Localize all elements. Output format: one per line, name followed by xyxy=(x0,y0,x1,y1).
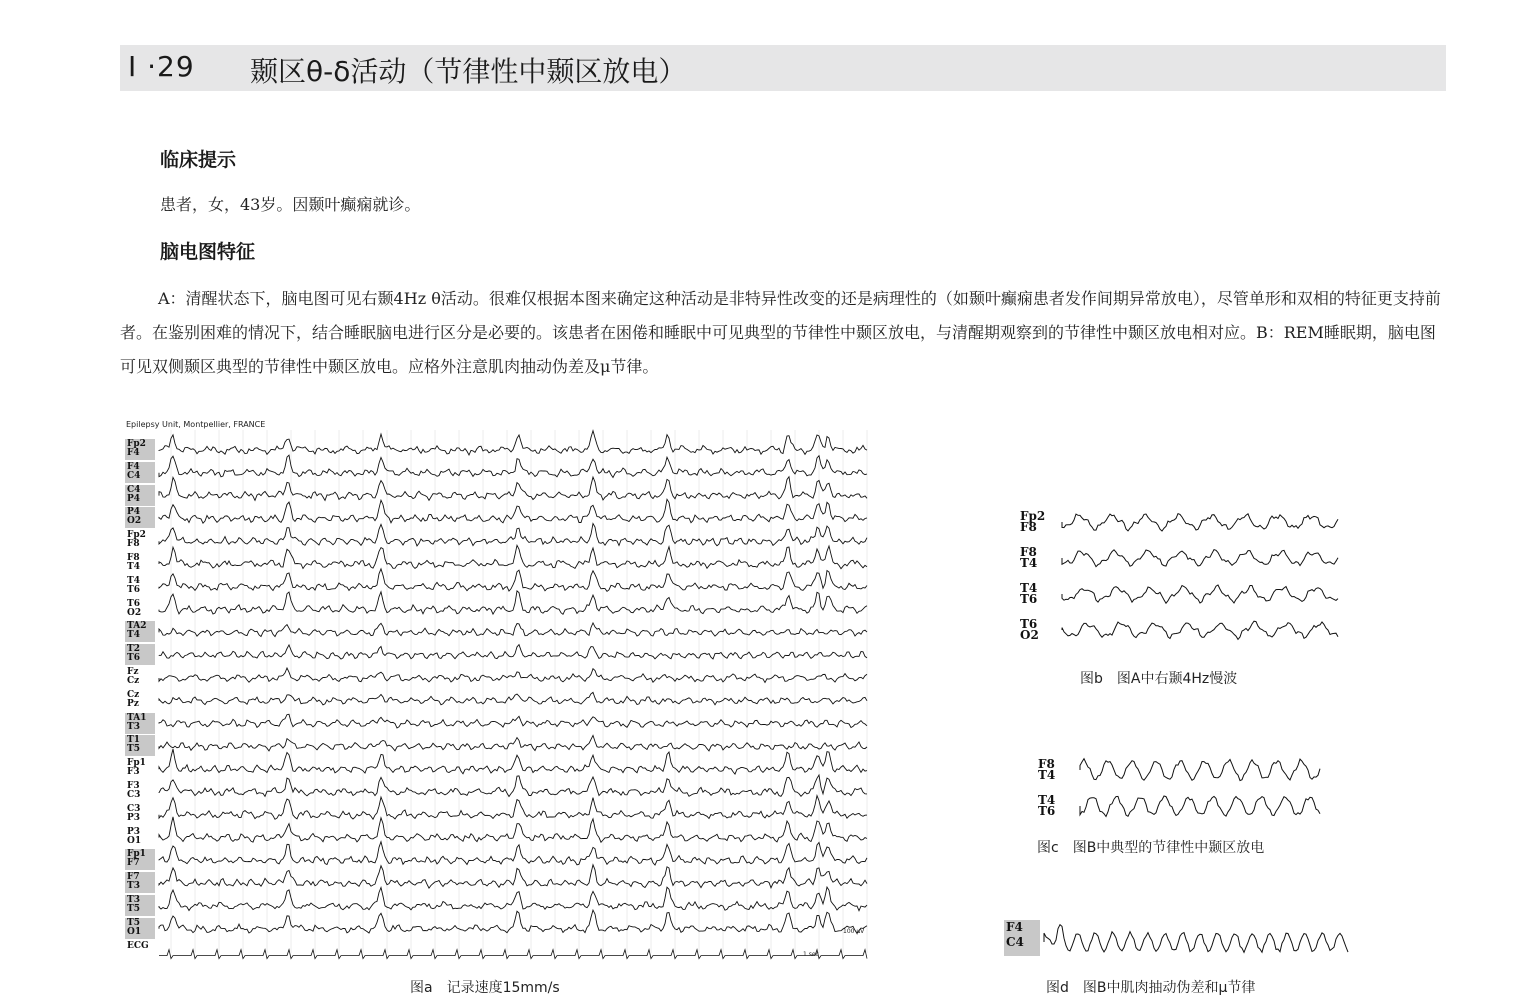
channel-label: Pz xyxy=(127,698,139,709)
eeg-trace xyxy=(159,950,867,959)
eeg-trace xyxy=(159,455,867,477)
eeg-trace xyxy=(159,796,867,820)
eeg-trace xyxy=(1062,585,1338,603)
channel-label: T6 xyxy=(127,653,140,664)
channel-label: F4 xyxy=(127,448,140,458)
channel-label: O1 xyxy=(127,926,142,937)
eeg-trace xyxy=(159,569,867,592)
channel-label: T6 xyxy=(127,598,140,609)
scale-amplitude: 100 μV xyxy=(843,928,865,935)
channel-label: TA1 xyxy=(127,712,147,723)
channel-label: C4 xyxy=(127,470,141,481)
eeg-description: A：清醒状态下，脑电图可见右颞4Hz θ活动。很难仅根据本图来确定这种活动是非特异性改变的还是病理性的（如颞叶癫痫患者发作间期异常放电），尽管单形和双相的特征更支持前者。在鉴别困难的情况下，结合睡眠脑电进行区分是必要的。该患者在困倦和睡眠中可见典型的节律性中颞区放电，与清醒期观察到的节律性中颞区放电相对应。B：REM睡眠期，脑电图可见双侧颞区典型的节律性中颞区放电。应格外注意肌肉抽动伪差及μ节律。 xyxy=(120,289,1441,376)
channel-label: O2 xyxy=(127,516,142,527)
channel-label: F8 xyxy=(127,553,140,563)
figure-a-traces xyxy=(123,418,873,963)
channel-label: C4 xyxy=(127,484,141,495)
eeg-trace xyxy=(159,668,867,683)
channel-label: T6 xyxy=(1020,592,1038,606)
channel-label: T4 xyxy=(127,575,140,586)
channel-label: Fp2 xyxy=(1020,509,1046,523)
channel-label: C3 xyxy=(127,803,141,814)
figure-b xyxy=(1010,490,1350,650)
channel-label: T4 xyxy=(1020,556,1038,570)
channel-label: Cz xyxy=(127,689,140,700)
channel-label: F7 xyxy=(127,858,140,869)
scale-time: 1 sec xyxy=(803,951,819,958)
eeg-trace xyxy=(1080,796,1320,817)
eeg-trace xyxy=(159,591,867,614)
channel-label: T4 xyxy=(1038,793,1056,807)
channel-label: P3 xyxy=(127,826,141,837)
channel-label: Fp1 xyxy=(127,758,146,769)
channel-label: T6 xyxy=(127,584,140,595)
channel-label: O2 xyxy=(127,607,142,618)
eeg-heading: 脑电图特征 xyxy=(160,241,256,263)
channel-label: F8 xyxy=(127,539,140,550)
channel-label: T5 xyxy=(127,744,140,755)
eeg-trace xyxy=(1062,514,1338,531)
figure-c-traces xyxy=(1030,748,1330,820)
figure-d-caption: 图d 图B中肌肉抽动伪差和μ节律 xyxy=(1046,980,1256,996)
eeg-trace xyxy=(159,524,867,546)
channel-label: T2 xyxy=(127,644,140,655)
channel-label: T1 xyxy=(127,735,140,746)
figure-c-caption: 图c 图B中典型的节律性中颞区放电 xyxy=(1037,840,1265,856)
channel-label: TA2 xyxy=(127,621,147,632)
eeg-trace xyxy=(159,645,867,660)
channel-label: Fp2 xyxy=(127,439,146,449)
channel-label: T3 xyxy=(127,721,140,732)
eeg-trace xyxy=(159,817,867,842)
eeg-trace xyxy=(159,714,867,728)
channel-label: Cz xyxy=(127,676,140,686)
figure-b-traces xyxy=(1010,490,1350,650)
channel-label: O1 xyxy=(127,835,142,846)
channel-label: Fp1 xyxy=(127,849,146,860)
channel-label: T5 xyxy=(127,917,140,928)
clinical-heading: 临床提示 xyxy=(160,149,237,171)
eeg-trace xyxy=(1044,925,1348,953)
channel-label: T4 xyxy=(1038,768,1056,782)
channel-label: Fz xyxy=(127,667,139,677)
page-title: 颞区θ-δ活动（节律性中颞区放电） xyxy=(250,55,687,88)
figure-d-traces xyxy=(1004,918,1354,960)
eeg-trace xyxy=(159,910,867,933)
channel-label: F4 xyxy=(127,461,140,472)
eeg-trace xyxy=(159,775,867,797)
channel-label: T4 xyxy=(127,562,140,572)
eeg-trace xyxy=(159,477,867,501)
channel-label: P4 xyxy=(127,507,141,518)
eeg-trace xyxy=(159,692,867,705)
channel-label: T6 xyxy=(1020,617,1038,631)
channel-label: T5 xyxy=(127,904,140,914)
channel-label: F7 xyxy=(127,872,140,883)
channel-label: C4 xyxy=(1006,935,1024,949)
channel-label: F8 xyxy=(1038,757,1055,771)
channel-label: T6 xyxy=(1038,804,1056,818)
channel-label: F8 xyxy=(1020,545,1037,559)
eeg-trace xyxy=(159,735,867,751)
channel-label: T4 xyxy=(1020,581,1038,595)
eeg-trace xyxy=(159,431,867,455)
eeg-trace xyxy=(159,749,867,774)
eeg-trace xyxy=(159,545,867,568)
section-number: I ·29 xyxy=(128,50,195,83)
channel-label: P3 xyxy=(127,812,141,823)
eeg-trace xyxy=(159,842,867,865)
figure-d xyxy=(1004,918,1354,960)
eeg-trace xyxy=(159,499,867,523)
channel-label: T4 xyxy=(127,630,140,641)
channel-label: F8 xyxy=(1020,520,1037,534)
channel-label: Fp2 xyxy=(127,530,146,541)
eeg-trace xyxy=(159,887,867,911)
clinical-text: 患者，女，43岁。因颞叶癫痫就诊。 xyxy=(160,195,421,214)
eeg-trace xyxy=(1062,621,1338,639)
figure-c xyxy=(1030,748,1330,820)
eeg-trace xyxy=(1062,550,1338,567)
figure-a-caption: 图a 记录速度15mm/s xyxy=(410,980,560,996)
channel-label: T3 xyxy=(127,895,140,905)
eeg-trace xyxy=(159,865,867,888)
figure-b-caption: 图b 图A中右颞4Hz慢波 xyxy=(1080,671,1238,687)
channel-label: C3 xyxy=(127,790,141,800)
channel-label: ECG xyxy=(127,940,149,951)
channel-label: F4 xyxy=(1006,920,1023,934)
eeg-trace xyxy=(1080,759,1320,781)
channel-label: F3 xyxy=(127,767,140,778)
eeg-trace xyxy=(159,623,867,637)
channel-label: O2 xyxy=(1020,628,1039,642)
channel-label: F3 xyxy=(127,781,140,791)
figure-a-header: Epilepsy Unit, Montpellier, FRANCE xyxy=(126,420,266,429)
title-bar xyxy=(120,45,1446,91)
channel-label: P4 xyxy=(127,493,141,504)
figure-a xyxy=(123,418,873,963)
channel-label: T3 xyxy=(127,881,140,892)
